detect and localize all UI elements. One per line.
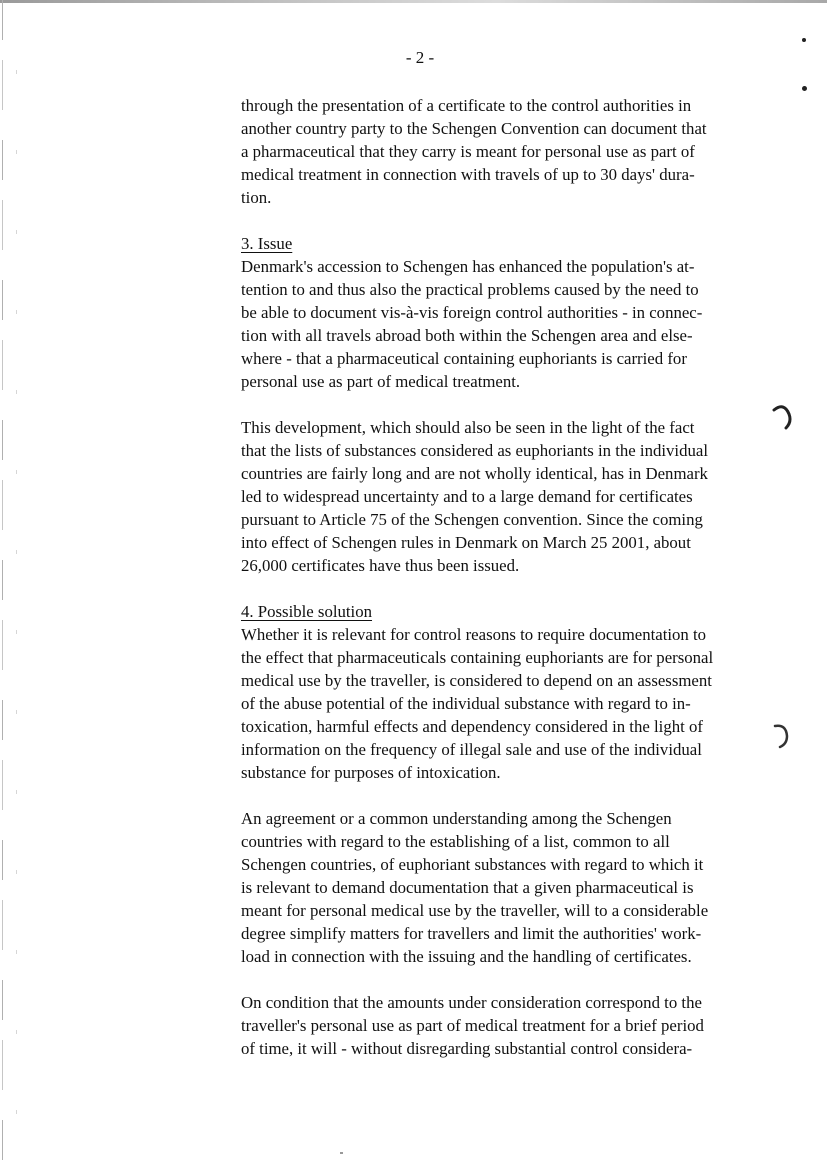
section-heading: 4. Possible solution (241, 602, 373, 621)
scan-edge-top (0, 0, 827, 3)
page-number: - 2 - (405, 48, 435, 67)
text-line: An agreement or a common understanding among the Schengen (241, 809, 672, 828)
scan-edge-left (2, 0, 3, 1163)
paragraph (241, 255, 761, 393)
punch-hole-mark (772, 722, 794, 750)
text-line: of time, it will - without disregarding substantial control considera- (241, 1039, 693, 1058)
text-line: countries with regard to the establishing of a list, common to all (241, 832, 670, 851)
text-line: that the lists of substances considered as euphoriants in the individual (241, 441, 708, 460)
paragraph-gap (241, 393, 761, 416)
text-line: information on the frequency of illegal sale and use of the individual (241, 740, 702, 759)
text-line: Schengen countries, of euphoriant substances with regard to which it (241, 855, 704, 874)
text-line: medical treatment in connection with travels of up to 30 days' dura- (241, 165, 695, 184)
text-line: meant for personal medical use by the traveller, will to a considerable (241, 901, 709, 920)
text-line: is relevant to demand documentation that a given pharmaceutical is (241, 878, 694, 897)
paragraph (241, 416, 761, 577)
section-possible-solution (241, 600, 761, 784)
paragraph-gap (241, 209, 761, 232)
text-line: a pharmaceutical that they carry is meant for personal use as part of (241, 142, 695, 161)
text-line: substance for purposes of intoxication. (241, 763, 501, 782)
text-line: This development, which should also be seen in the light of the fact (241, 418, 695, 437)
scan-artifact-line (16, 40, 17, 1140)
text-line: medical use by the traveller, is considered to depend on an assessment (241, 671, 712, 690)
text-line: another country party to the Schengen Convention can document that (241, 119, 707, 138)
paragraph (241, 623, 761, 784)
text-line: personal use as part of medical treatment. (241, 372, 521, 391)
text-line: 26,000 certificates have thus been issued. (241, 556, 520, 575)
section-issue (241, 232, 761, 393)
paragraph-gap (241, 968, 761, 991)
text-line: countries are fairly long and are not wholly identical, has in Denmark (241, 464, 708, 483)
text-line: the effect that pharmaceuticals containing euphoriants are for personal (241, 648, 714, 667)
text-line: led to widespread uncertainty and to a large demand for certificates (241, 487, 693, 506)
document-body (241, 94, 761, 1060)
scan-speck (340, 1152, 343, 1154)
text-line: On condition that the amounts under consideration correspond to the (241, 993, 702, 1012)
text-line: tion. (241, 188, 272, 207)
paragraph-gap (241, 577, 761, 600)
text-line: be able to document vis-à-vis foreign control authorities - in connec- (241, 303, 703, 322)
text-line: Denmark's accession to Schengen has enhanced the population's at- (241, 257, 695, 276)
scan-speck (802, 38, 806, 42)
section-agreement (241, 807, 761, 968)
punch-hole-mark (772, 404, 794, 432)
text-line: through the presentation of a certificate to the control authorities in (241, 96, 692, 115)
text-line: of the abuse potential of the individual substance with regard to in- (241, 694, 691, 713)
text-line: load in connection with the issuing and the handling of certificates. (241, 947, 692, 966)
text-line: where - that a pharmaceutical containing euphoriants is carried for (241, 349, 687, 368)
section-condition (241, 991, 761, 1060)
paragraph (241, 94, 761, 209)
text-line: traveller's personal use as part of medical treatment for a brief period (241, 1016, 704, 1035)
text-line: tention to and thus also the practical problems caused by the need to (241, 280, 699, 299)
paragraph-gap (241, 784, 761, 807)
text-line: degree simplify matters for travellers and limit the authorities' work- (241, 924, 702, 943)
scan-speck (802, 86, 807, 91)
section-intro-continuation (241, 94, 761, 209)
text-line: into effect of Schengen rules in Denmark on March 25 2001, about (241, 533, 691, 552)
paragraph (241, 991, 761, 1060)
text-line: toxication, harmful effects and dependency considered in the light of (241, 717, 703, 736)
paragraph (241, 807, 761, 968)
text-line: tion with all travels abroad both within the Schengen area and else- (241, 326, 693, 345)
section-development (241, 416, 761, 577)
section-heading: 3. Issue (241, 234, 293, 253)
text-line: pursuant to Article 75 of the Schengen convention. Since the coming (241, 510, 703, 529)
text-line: Whether it is relevant for control reasons to require documentation to (241, 625, 707, 644)
